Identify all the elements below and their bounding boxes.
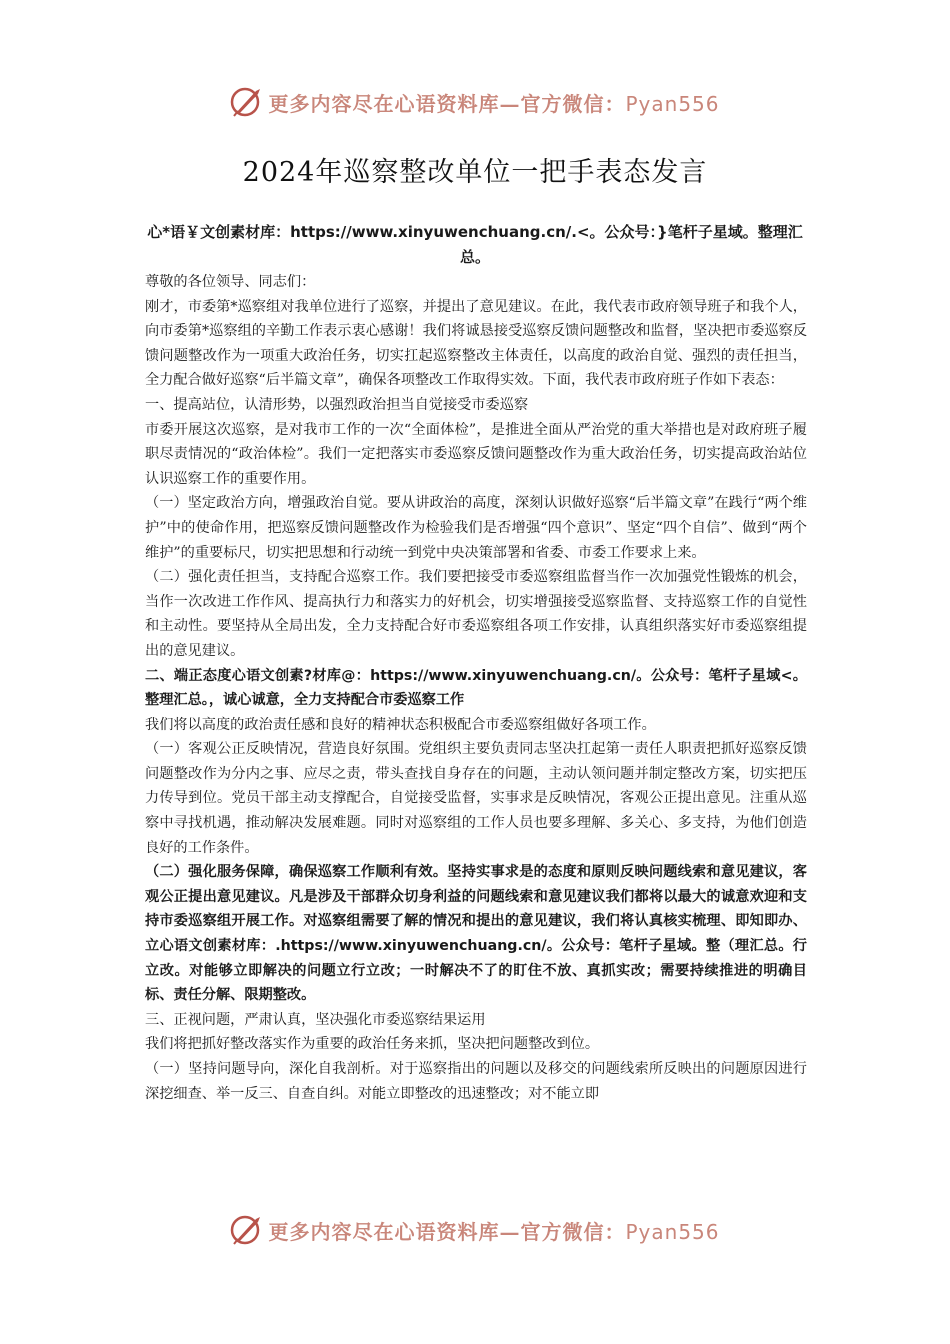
paragraph: 市委开展这次巡察，是对我市工作的一次“全面体检”，是推进全面从严治党的重大举措也是对政府班子履职尽责情况的“政治体检”。我们一定把落实市委巡察反馈问题整改作为重大政治任务，切实提高政治站位认识巡察工作的重要作用。 [145,421,807,487]
bottom-banner [0,1210,950,1250]
top-banner [0,82,950,122]
paragraph: 刚才，市委第*巡察组对我单位进行了巡察，并提出了意见建议。在此，我代表市政府领导班子和我个人，向市委第*巡察组的辛勤工作表示衷心感谢！我们将诚恳接受巡察反馈问题整改和监督，坚决把市委巡察反馈问题整改作为一项重大政治任务，切实扛起巡察整改主体责任，以高度的政治自觉、强烈的责任担当，全力配合做好巡察“后半篇文章”，确保各项整改工作取得实效。下面，我代表市政府班子作如下表态： [145,298,807,389]
banner-text: 更多内容尽在心语资料库—官方微信：Pyan556 [268,91,720,116]
paragraph: （一）坚持问题导向，深化自我剖析。对于巡察指出的问题以及移交的问题线索所反映出的问题原因进行深挖细查、举一反三、自查自纠。对能立即整改的迅速整改；对不能立即 [145,1061,807,1102]
paragraph: 一、提高站位，认清形势，以强烈政治担当自觉接受市委巡察 [145,396,529,413]
paragraph: （二）强化责任担当，支持配合巡察工作。我们要把接受市委巡察组监督当作一次加强党性锻炼的机会，当作一次改进工作作风、提高执行力和落实力的好机会，切实增强接受巡察监督、支持巡察工作的自觉性和主动性。要坚持从全局出发，全力支持配合好市委巡察组各项工作安排，认真组织落实好市委巡察组提出的意见建议。 [145,569,807,659]
paragraph: 我们将把抓好整改落实作为重要的政治任务来抓，坚决把问题整改到位。 [145,1036,600,1053]
paragraph: 三、正视问题，严肃认真，坚决强化市委巡察结果运用 [145,1011,486,1028]
document-body [145,270,807,1106]
paragraph: 我们将以高度的政治责任感和良好的精神状态积极配合市委巡察组做好各项工作。 [145,716,656,733]
document-title: 2024年巡察整改单位一把手表态发言 [242,157,708,188]
quill-logo-icon [230,85,264,119]
paragraph: （二）强化服务保障，确保巡察工作顺利有效。坚持实事求是的态度和原则反映问题线索和意见建议，客观公正提出意见建议。凡是涉及干部群众切身利益的问题线索和意见建议我们都将以最大的诚意欢迎和支持市委巡察组开展工作。对巡察组需要了解的情况和提出的意见建议，我们将认真核实梳理、即知即办、立心语文创素材库：.https://www.xinyuwenchuang.cn/。公众号：笔杆子星域。整（理汇总。行立改。对能够立即解决的问题立行立改；一时解决不了的盯住不放、真抓实改；需要持续推进的明确目标、责任分解、限期整改。 [145,864,807,1004]
source-line: 心*语￥文创素材库：https://www.xinyuwenchuang.cn/.<。公众号：}笔杆子星域。整理汇总。 [147,223,803,266]
paragraph: （一）客观公正反映情况，营造良好氛围。党组织主要负责同志坚决扛起第一责任人职责把抓好巡察反馈问题整改作为分内之事、应尽之责，带头查找自身存在的问题，主动认领问题并制定整改方案，切实把压力传导到位。党员干部主动支撑配合，自觉接受监督，实事求是反映情况，客观公正提出意见。注重从巡察中寻找机遇，推动解决发展难题。同时对巡察组的工作人员也要多理解、多关心、多支持，为他们创造良好的工作条件。 [145,741,807,856]
quill-logo-icon [230,1213,264,1247]
paragraph: 尊敬的各位领导、同志们： [145,274,316,290]
paragraph: （一）坚定政治方向，增强政治自觉。要从讲政治的高度，深刻认识做好巡察“后半篇文章”在践行“两个维护”中的使命作用，把巡察反馈问题整改作为检验我们是否增强“四个意识”、坚定“四个自信”、做到“两个维护”的重要标尺，切实把思想和行动统一到党中央决策部署和省委、市委工作要求上来。 [145,495,807,561]
paragraph: 二、端正态度心语文创素?材库@：https://www.xinyuwenchuang.cn/。公众号：笔杆子星域<。整理汇总。，诚心诚意，全力支持配合市委巡察工作 [145,667,807,709]
banner-text: 更多内容尽在心语资料库—官方微信：Pyan556 [268,1219,720,1244]
